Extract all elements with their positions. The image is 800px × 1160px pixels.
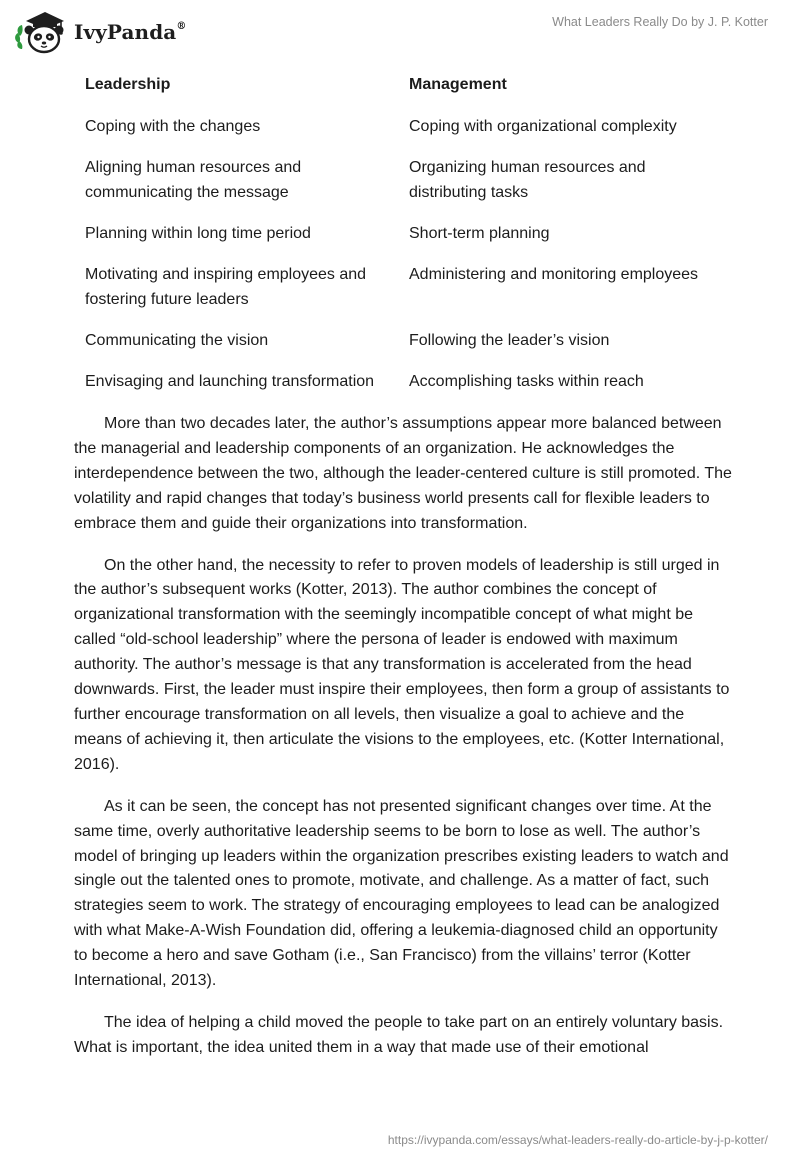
table-cell: Aligning human resources and communicating the message [85, 159, 302, 201]
brand-name: IvyPanda® [74, 20, 187, 44]
table-row [85, 262, 725, 312]
leadership-management-table [85, 72, 725, 410]
column-header-leadership: Leadership [85, 76, 171, 93]
table-header-row [85, 72, 725, 97]
table-cell: Envisaging and launching transformation [85, 373, 375, 390]
table-row [85, 221, 725, 246]
page-header [0, 0, 800, 62]
table-row [85, 369, 725, 394]
paragraph: On the other hand, the necessity to refer to proven models of leadership is still urged in the author’s subsequent works (Kotter, 2013). The author combines the concept of organizational transformation with the seemingly incompatible concept of what might be called “old-school leadership” where the persona of leader is endowed with maximum authority. The author’s message is that any transformation is accelerated from the head downwards. First, the leader must inspire their employees, then form a group of assistants to further encourage transformation on all levels, then visualize a goal to achieve and the means of achieving it, then articulate the visions to the employees, etc. (Kotter International, 2016). [74, 556, 730, 773]
paragraph: The idea of helping a child moved the people to take part on an entirely voluntary basis. What is important, the idea united them in a way that made use of their emotional [74, 1013, 724, 1056]
source-url[interactable]: https://ivypanda.com/essays/what-leaders-really-do-article-by-j-p-kotter/ [387, 1133, 768, 1147]
table-cell: Communicating the vision [85, 332, 269, 349]
table-cell: Following the leader’s vision [409, 332, 610, 349]
table-cell: Administering and monitoring employees [409, 266, 699, 283]
panda-graduate-icon [14, 8, 68, 56]
table-cell: Organizing human resources and distributing tasks [409, 159, 646, 201]
table-row [85, 328, 725, 353]
essay-body [74, 412, 734, 1078]
running-title: What Leaders Really Do by J. P. Kotter [552, 15, 768, 29]
table-cell: Coping with organizational complexity [409, 118, 677, 135]
table-cell: Accomplishing tasks within reach [409, 373, 644, 390]
column-header-management: Management [409, 76, 507, 93]
brand-logo[interactable] [14, 8, 186, 56]
table-row [85, 114, 725, 139]
table-cell: Planning within long time period [85, 225, 311, 242]
table-row [85, 155, 725, 205]
paragraph: As it can be seen, the concept has not presented significant changes over time. At the same time, overly authoritative leadership seems to be born to lose as well. The author’s model of bringing up leaders within the organization prescribes existing leaders to watch and single out the talented ones to promote, motivate, and challenge. As a matter of fact, such strategies seem to work. The strategy of encouraging employees to lead can be analogized with what Make-A-Wish Foundation did, offering a leukemia-diagnosed child an opportunity to become a hero and save Gotham (i.e., San Francisco) from the villains’ terror (Kotter International, 2013). [74, 797, 729, 990]
table-cell: Motivating and inspiring employees and fostering future leaders [85, 266, 367, 308]
table-cell: Coping with the changes [85, 118, 261, 135]
paragraph: More than two decades later, the author’s assumptions appear more balanced between the managerial and leadership components of an organization. He acknowledges the interdependence between the two, although the leader-centered culture is still promoted. The volatility and rapid changes that today’s business world presents call for flexible leaders to embrace them and guide their organizations into transformation. [74, 415, 732, 532]
table-cell: Short-term planning [409, 225, 550, 242]
